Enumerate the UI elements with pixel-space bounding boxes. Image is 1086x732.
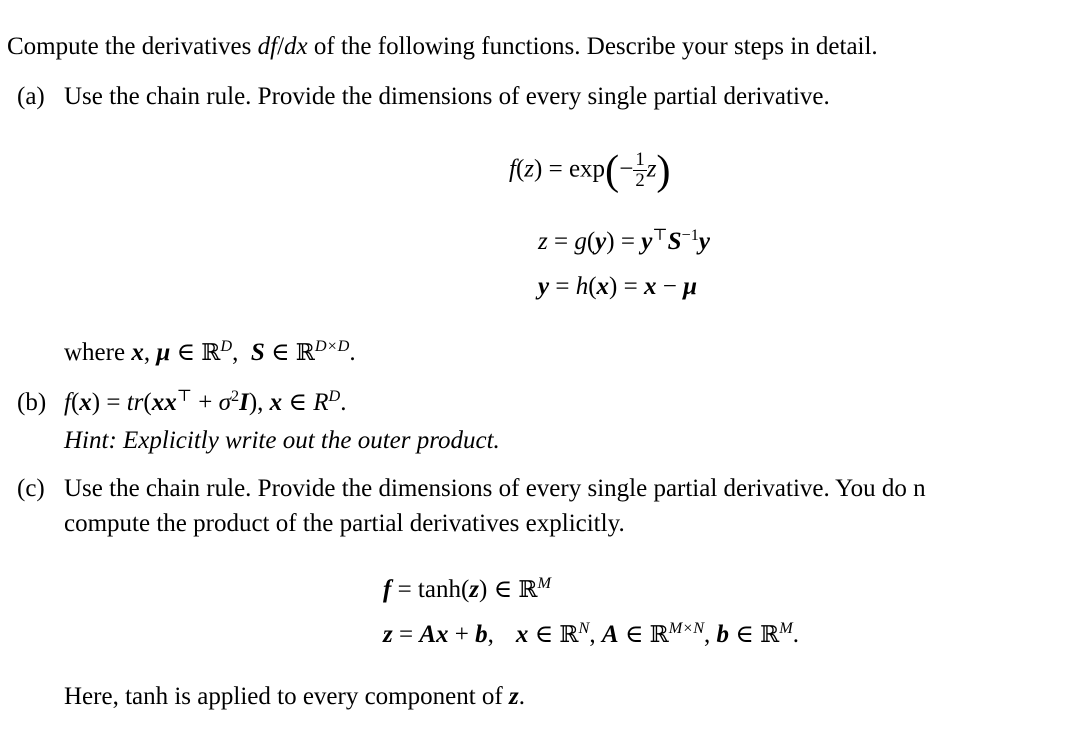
part-a-text: Use the chain rule. Provide the dimensions of every single partial derivative. (64, 83, 830, 110)
part-a-where: where x, μ ∈ ℝ$^D$, S ∈ ℝ$^{D\times D}$. (64, 337, 356, 366)
part-c-label: (c) (17, 475, 45, 502)
part-a-label: (a) (17, 83, 45, 110)
part-a-equation-2: $z = g(y) = y^⊤S^{-1}y$ (538, 226, 710, 255)
part-a-equation-1: f(z) = exp(− $\frac{1}{2}$ z) (509, 147, 671, 194)
part-c-note: Here, tanh is applied to every component of z. (64, 683, 525, 710)
part-c-text-1: Use the chain rule. Provide the dimensions of every single partial derivative. You do n (64, 475, 926, 502)
intro-text: Compute the derivatives df/dx of the following functions. Describe your steps in detail. (7, 33, 878, 60)
part-a-equation-3: y = h(x) = x − μ (538, 273, 697, 300)
part-c-equation-2: z = Ax + b, x ∈ ℝ$^N$, A ∈ ℝ$^{M\times N}$, b ∈ ℝ$^M$. (383, 619, 799, 648)
part-b-hint: Hint: Explicitly write out the outer product. (64, 427, 500, 454)
part-c-equation-1: f = tanh(z) ∈ ℝ$^M$ (383, 574, 552, 603)
part-b-equation: $f(x) = tr(xx^⊤ + \sigma^2I)$, x ∈ $R^D$. (64, 387, 347, 416)
part-b-label: (b) (17, 389, 47, 416)
part-c-text-2: compute the product of the partial derivatives explicitly. (64, 510, 625, 537)
